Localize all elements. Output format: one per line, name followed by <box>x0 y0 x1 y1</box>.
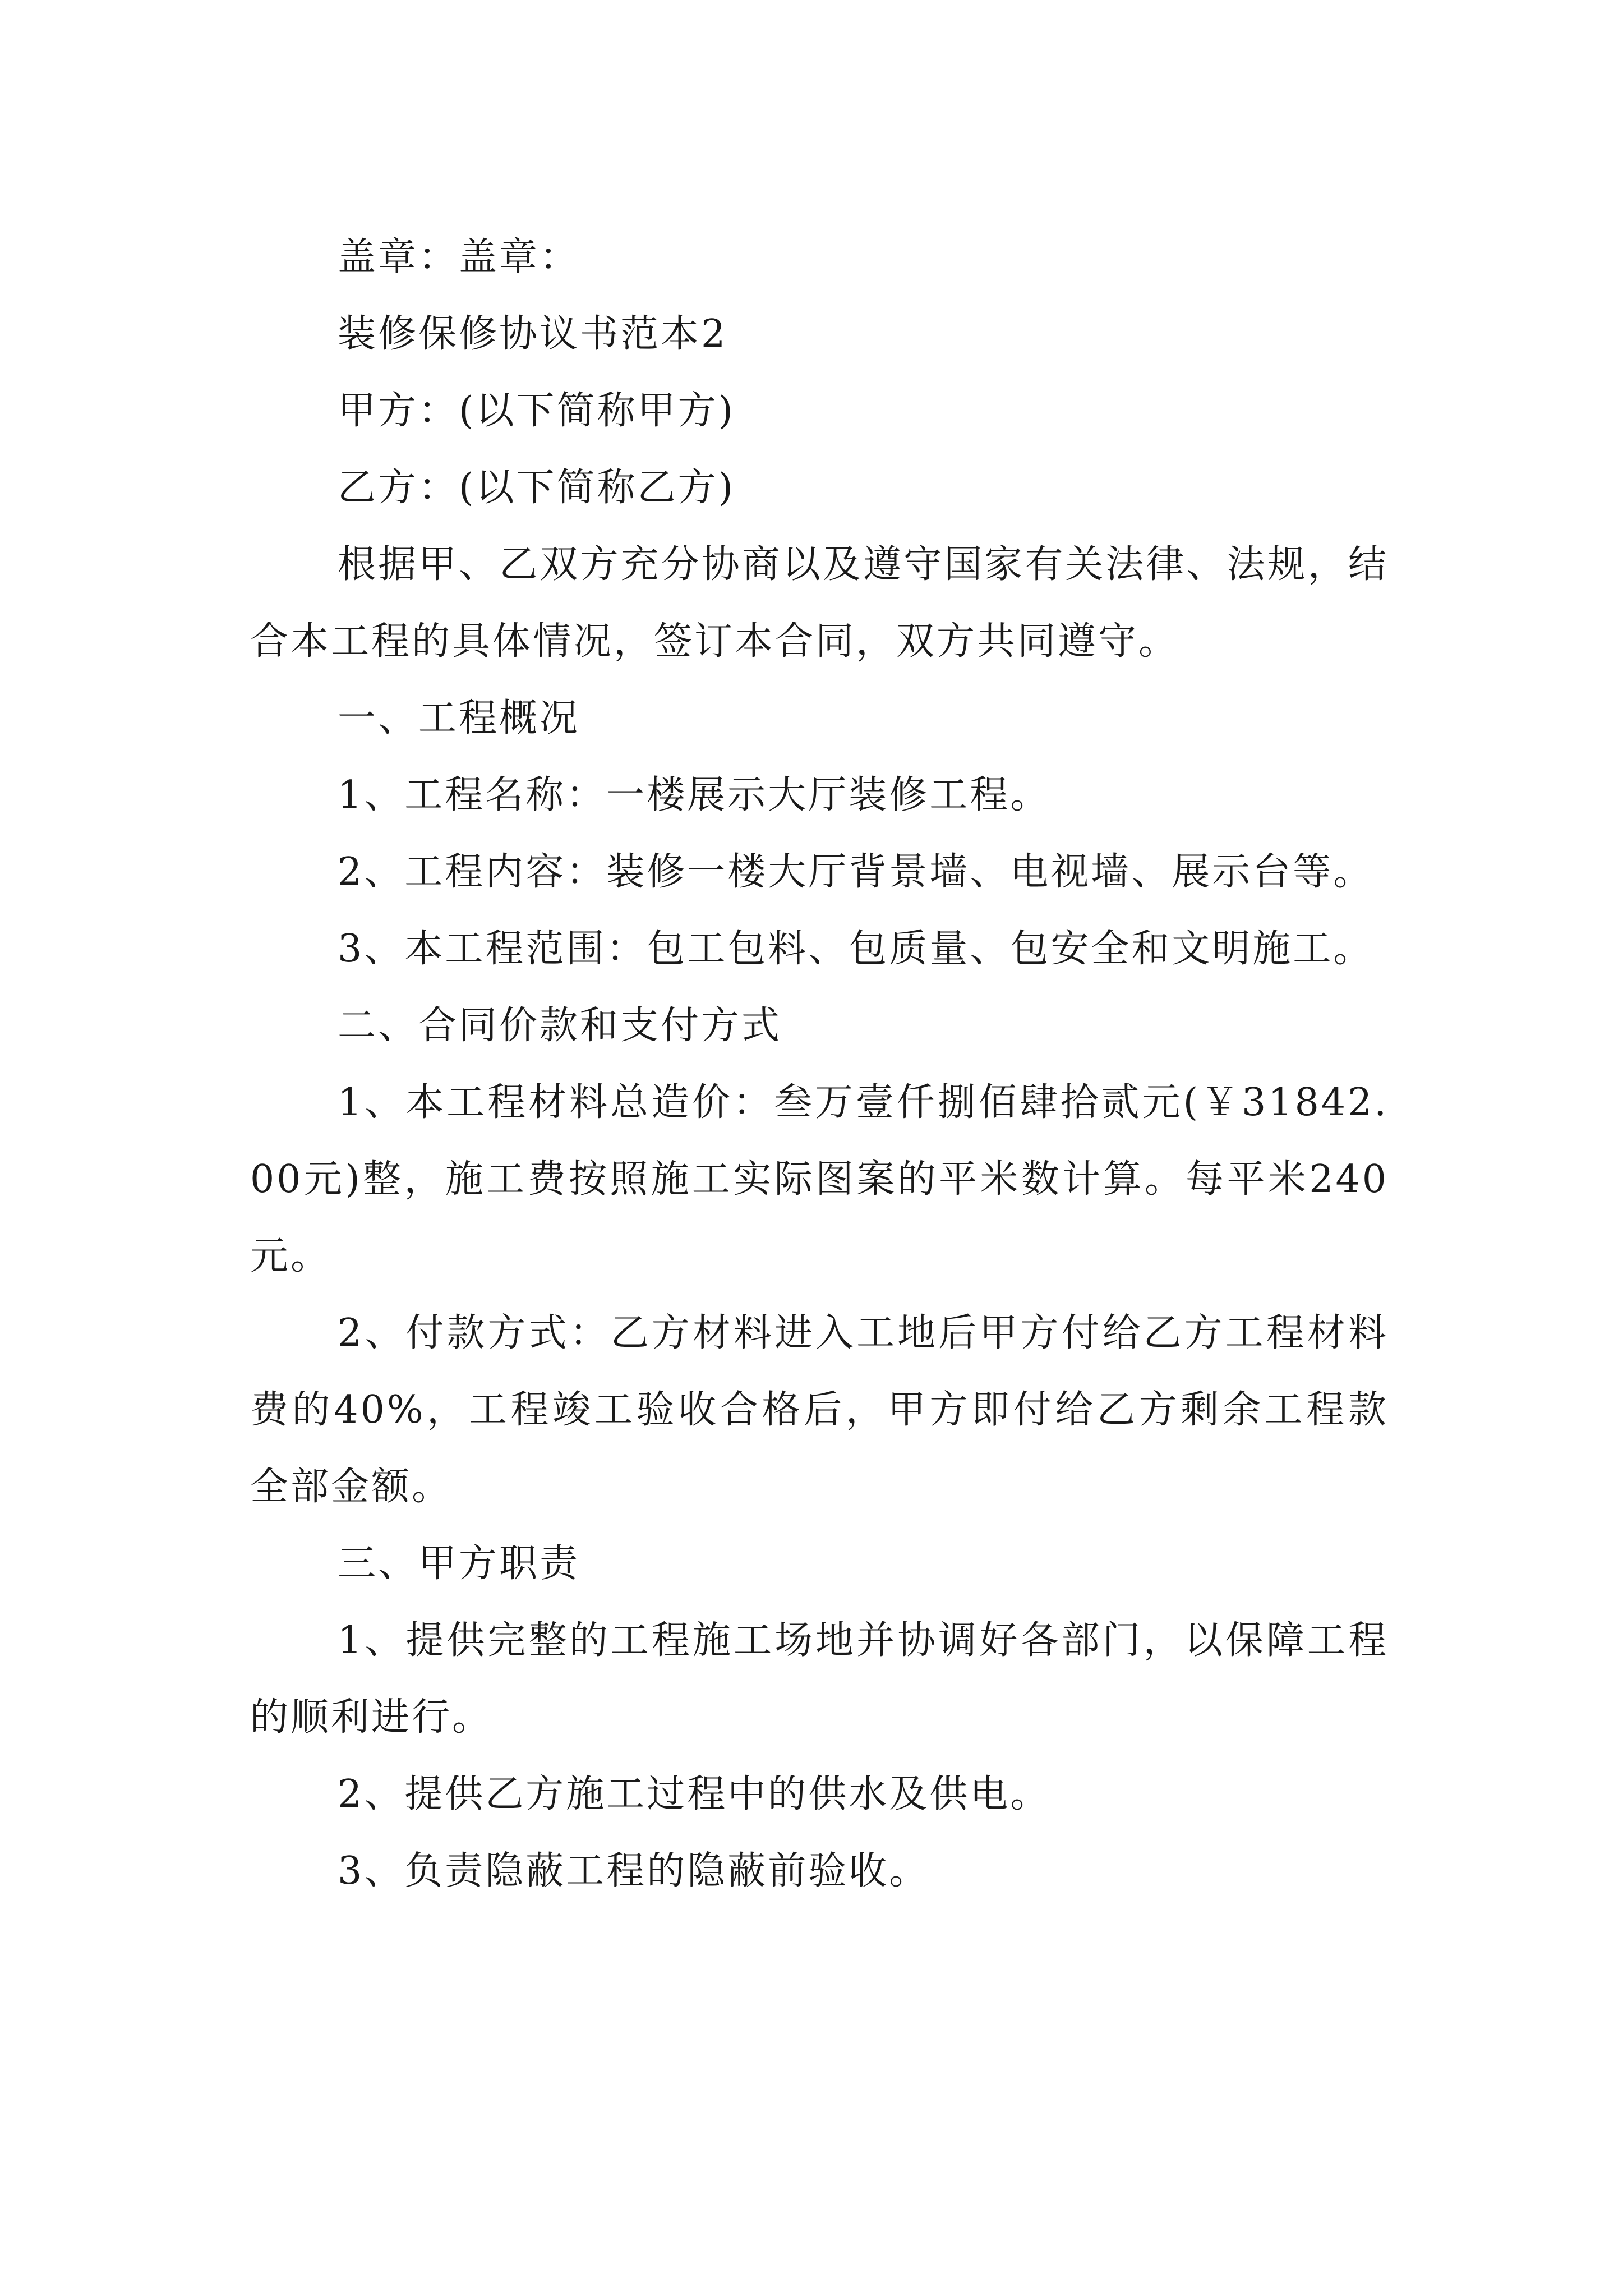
party-a-line: 甲方：(以下简称甲方) <box>338 389 736 433</box>
clause-hidden-works: 3、负责隐蔽工程的隐蔽前验收。 <box>338 1849 930 1893</box>
preamble-paragraph: 根据甲、乙双方充分协商以及遵守国家有关法律、法规，结合本工程的具体情况，签订本合同，双方共同遵守。 <box>250 542 1389 664</box>
party-b-line: 乙方：(以下简称乙方) <box>338 466 736 510</box>
section-heading-overview: 一、工程概况 <box>338 696 580 740</box>
clause-project-content: 2、工程内容：装修一楼大厅背景墙、电视墙、展示台等。 <box>338 850 1374 894</box>
clause-project-name: 1、工程名称：一楼展示大厅装修工程。 <box>338 773 1051 817</box>
section-heading-price-payment: 二、合同价款和支付方式 <box>338 1004 782 1048</box>
section-heading-party-a-duties: 三、甲方职责 <box>338 1542 580 1586</box>
document-body <box>250 219 1389 1910</box>
clause-payment-method: 2、付款方式：乙方材料进入工地后甲方付给乙方工程材料费的40%，工程竣工验收合格后，甲方即付给乙方剩余工程款全部金额。 <box>250 1311 1389 1509</box>
clause-provide-site: 1、提供完整的工程施工场地并协调好各部门，以保障工程的顺利进行。 <box>250 1618 1389 1740</box>
clause-project-scope: 3、本工程范围：包工包料、包质量、包安全和文明施工。 <box>338 927 1374 971</box>
clause-total-cost: 1、本工程材料总造价：叁万壹仟捌佰肆拾贰元(￥31842.00元)整，施工费按照施工实际图案的平米数计算。每平米240元。 <box>250 1080 1389 1278</box>
clause-water-power: 2、提供乙方施工过程中的供水及供电。 <box>338 1772 1051 1816</box>
agreement-title: 装修保修协议书范本2 <box>338 312 728 356</box>
seal-line: 盖章：盖章： <box>338 235 580 279</box>
